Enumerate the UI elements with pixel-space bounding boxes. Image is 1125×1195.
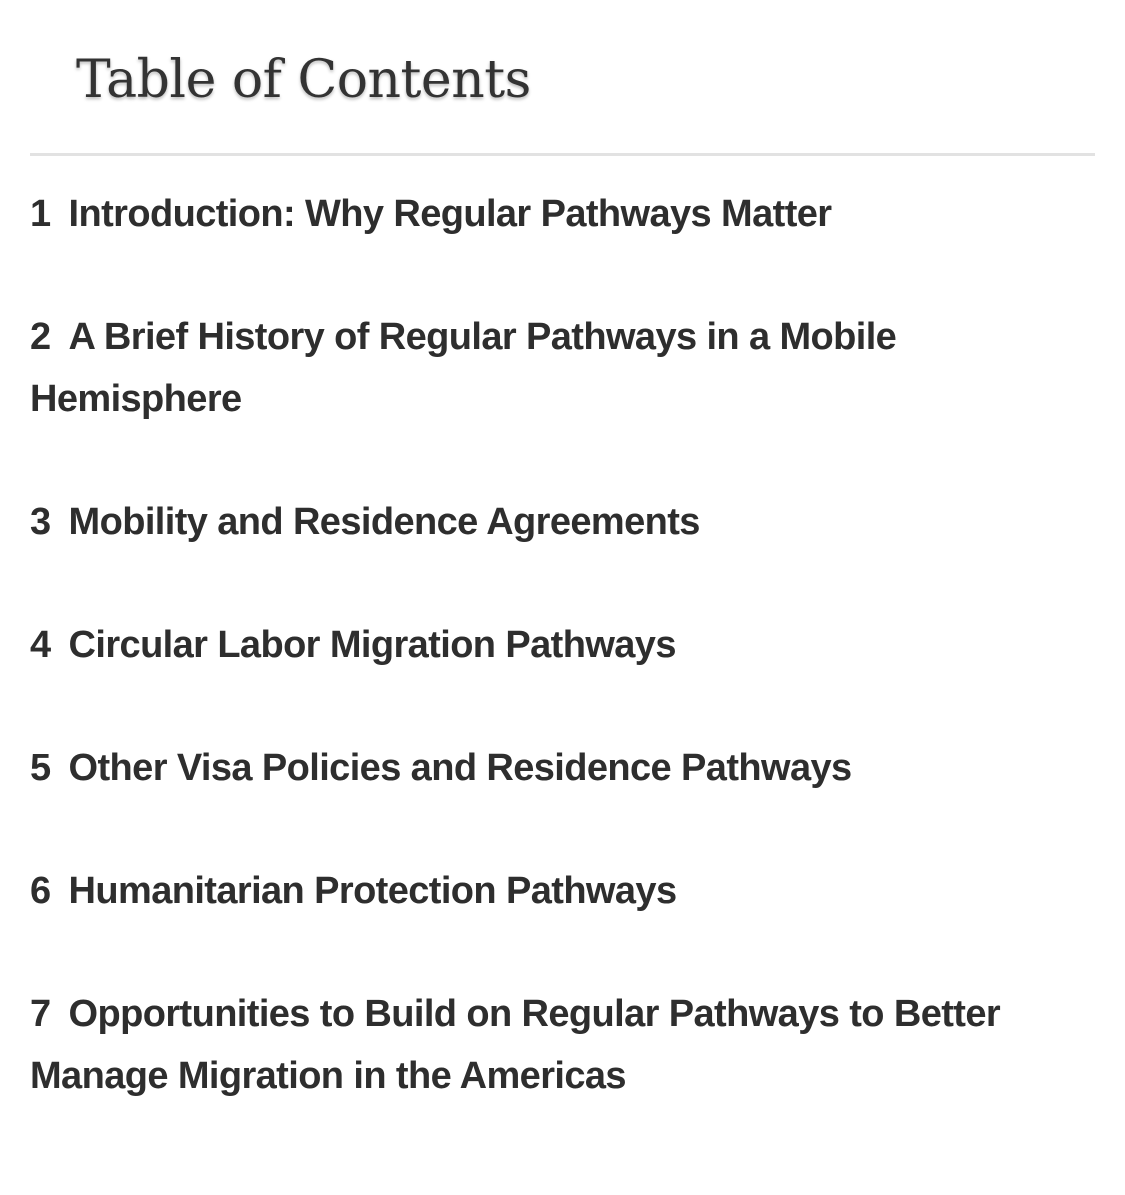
toc-item-humanitarian-protection[interactable] (30, 860, 1095, 922)
toc-item-label: Humanitarian Protection Pathways (68, 870, 677, 912)
toc-item-label: A Brief History of Regular Pathways in a Mobile Hemisphere (30, 316, 897, 420)
toc-list (30, 183, 1095, 1168)
toc-item-label: Mobility and Residence Agreements (68, 501, 700, 543)
toc-item-label: Circular Labor Migration Pathways (68, 624, 676, 666)
toc-item-mobility-agreements[interactable] (30, 491, 1095, 553)
toc-item-number: 2 (30, 316, 51, 358)
toc-item-introduction[interactable] (30, 183, 1095, 245)
toc-item-number: 5 (30, 747, 51, 789)
page-title: Table of Contents (76, 50, 531, 110)
toc-item-brief-history[interactable] (30, 306, 1095, 430)
toc-item-circular-labor[interactable] (30, 614, 1095, 676)
toc-item-number: 6 (30, 870, 51, 912)
title-divider (30, 153, 1095, 156)
toc-item-number: 1 (30, 193, 51, 235)
toc-item-number: 4 (30, 624, 51, 666)
toc-item-opportunities[interactable] (30, 983, 1095, 1107)
toc-item-label: Opportunities to Build on Regular Pathways to Better Manage Migration in the Americas (30, 993, 1001, 1097)
toc-item-number: 3 (30, 501, 51, 543)
toc-item-visa-policies[interactable] (30, 737, 1095, 799)
toc-item-label: Other Visa Policies and Residence Pathways (68, 747, 852, 789)
toc-item-number: 7 (30, 993, 51, 1035)
toc-item-label: Introduction: Why Regular Pathways Matter (68, 193, 832, 235)
